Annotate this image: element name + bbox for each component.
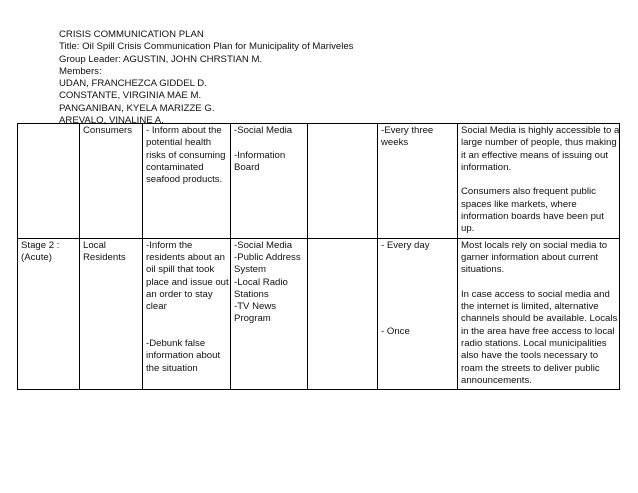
stage-cell xyxy=(18,124,80,239)
rationale-text: in the area have free access to local xyxy=(461,325,615,337)
audience-cell xyxy=(80,238,143,390)
stage-cell xyxy=(18,238,80,390)
frequency-cell xyxy=(378,124,458,239)
empty-cell xyxy=(308,124,378,239)
frequency-text: - Every day xyxy=(381,239,430,251)
member-name: UDAN, FRANCHEZCA GIDDEL D. xyxy=(59,78,207,90)
frequency-text: -Every three xyxy=(381,125,434,136)
rationale-cell xyxy=(458,238,620,390)
message-text: an order to stay xyxy=(146,288,213,300)
blank-line xyxy=(146,313,227,325)
rationale-text: radio stations. Local municipalities xyxy=(461,338,607,350)
member-name: CONSTANTE, VIRGINIA MAE M. xyxy=(59,90,202,102)
stage-text: (Acute) xyxy=(21,251,52,263)
message-text: - Inform about the xyxy=(146,125,222,136)
group-leader: Group Leader: AGUSTIN, JOHN CHRSTIAN M. xyxy=(59,53,263,65)
message-text: risks of consuming xyxy=(146,149,226,161)
document-header xyxy=(59,29,353,127)
blank-line xyxy=(381,277,454,289)
blank-line xyxy=(381,264,454,276)
frequency-text: - Once xyxy=(381,325,410,337)
blank-line xyxy=(381,301,454,313)
communication-plan-table xyxy=(17,123,620,390)
table-row xyxy=(18,238,620,390)
message-cell xyxy=(143,238,231,390)
channels-text: -Public Address xyxy=(234,251,301,263)
channels-text: Program xyxy=(234,313,271,325)
frequency-text: weeks xyxy=(381,137,409,149)
member-name: AREVALO, VINALINE A. xyxy=(59,115,164,127)
channels-text: -Information xyxy=(234,149,286,161)
rationale-text: situations. xyxy=(461,264,505,276)
rationale-text: the internet is limited, alternative xyxy=(461,301,599,313)
rationale-text: also have the tools necessary to xyxy=(461,350,599,362)
audience-cell xyxy=(80,124,143,239)
rationale-text: Consumers also frequent public xyxy=(461,186,596,198)
rationale-text: channels should be available. Locals xyxy=(461,313,618,325)
channels-text: -TV News xyxy=(234,301,277,313)
channels-text: -Social Media xyxy=(234,239,293,251)
message-text: place and issue out xyxy=(146,276,229,288)
audience-text: Consumers xyxy=(83,125,133,136)
message-text: residents about an xyxy=(146,251,225,263)
message-text: clear xyxy=(146,301,167,313)
message-text: seafood products. xyxy=(146,174,223,186)
message-text: the situation xyxy=(146,362,198,374)
blank-line xyxy=(381,313,454,325)
blank-line xyxy=(381,252,454,264)
member-name: PANGANIBAN, KYELA MARIZZE G. xyxy=(59,102,215,114)
rationale-text: roam the streets to deliver public xyxy=(461,362,600,374)
rationale-text: garner information about current xyxy=(461,251,599,263)
message-cell xyxy=(143,124,231,239)
rationale-text: In case access to social media and xyxy=(461,288,610,300)
channels-cell xyxy=(231,124,308,239)
blank-line xyxy=(146,326,227,338)
rationale-text: spaces like markets, where xyxy=(461,198,577,210)
plan-title: Title: Oil Spill Crisis Communication Plan for Municipality of Mariveles xyxy=(59,41,354,53)
message-text: oil spill that took xyxy=(146,264,215,276)
message-text: -Debunk false xyxy=(146,338,206,350)
rationale-text: up. xyxy=(461,223,475,235)
rationale-text: Social Media is highly accessible to a xyxy=(461,125,620,136)
rationale-text: information. xyxy=(461,161,512,173)
blank-line xyxy=(461,277,616,289)
channels-text: -Social Media xyxy=(234,125,293,136)
rationale-text: Most locals rely on social media to xyxy=(461,239,608,251)
stage-text: Stage 2 : xyxy=(21,239,60,251)
rationale-cell xyxy=(458,124,620,239)
channels-text: -Local Radio xyxy=(234,276,288,288)
channels-text: System xyxy=(234,264,266,276)
rationale-text: announcements. xyxy=(461,374,532,386)
empty-cell xyxy=(308,238,378,390)
audience-text: Local xyxy=(83,239,106,251)
message-text: information about xyxy=(146,350,221,362)
channels-text: Stations xyxy=(234,288,269,300)
blank-line xyxy=(381,289,454,301)
blank-line xyxy=(234,137,304,149)
rationale-text: large number of people, thus making xyxy=(461,137,617,149)
table-row xyxy=(18,124,620,239)
frequency-cell xyxy=(378,238,458,390)
audience-text: Residents xyxy=(83,251,126,263)
rationale-text: it an effective means of issuing out xyxy=(461,149,609,161)
channels-cell xyxy=(231,238,308,390)
message-text: contaminated xyxy=(146,161,204,173)
message-text: -Inform the xyxy=(146,239,193,251)
blank-line xyxy=(461,174,616,186)
channels-text: Board xyxy=(234,161,260,173)
rationale-text: information boards have been put xyxy=(461,211,604,223)
document-title: CRISIS COMMUNICATION PLAN xyxy=(59,29,204,40)
message-text: potential health xyxy=(146,137,212,149)
members-label: Members: xyxy=(59,65,102,77)
